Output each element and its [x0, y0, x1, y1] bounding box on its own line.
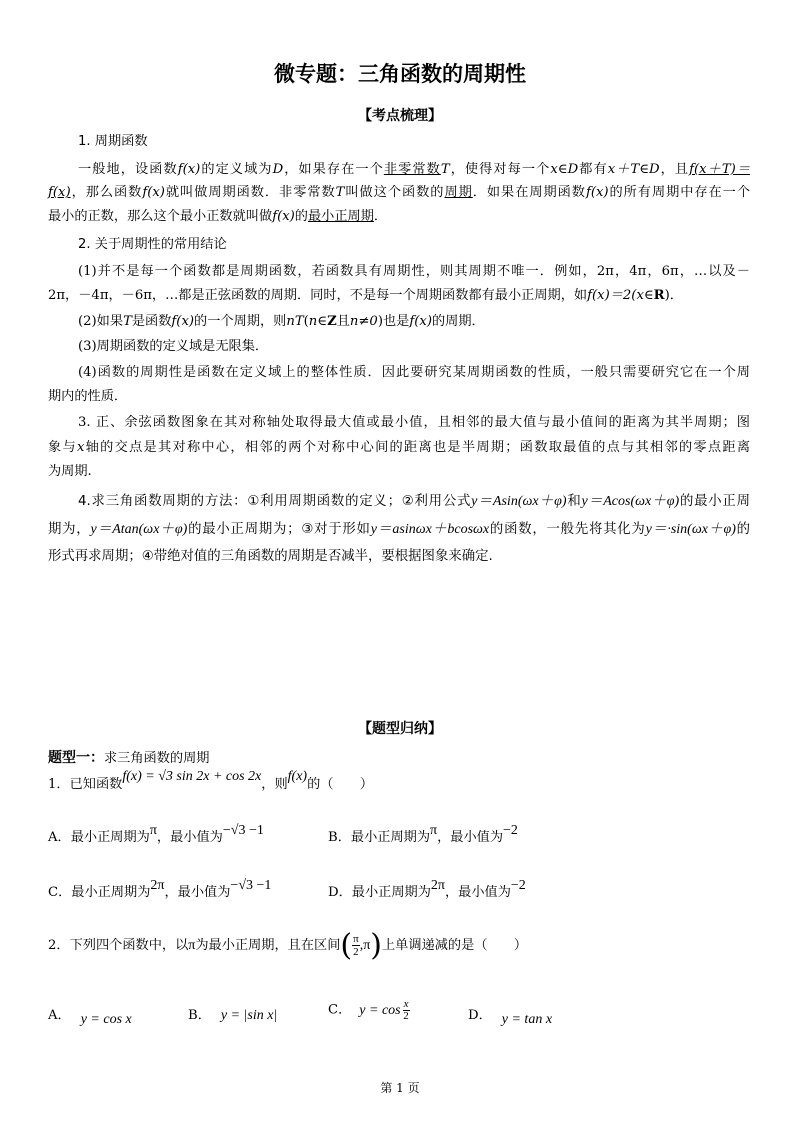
- conclusion-2: (2)如果T是函数f(x)的一个周期，则nT(n∈Z且n≠0)也是f(x)的周期．: [78, 314, 485, 329]
- question-1-option-d[interactable]: D．最小正周期为2π，最小值为−2: [328, 878, 526, 900]
- conclusion-1-line1: (1)并不是每一个函数都是周期函数，若函数具有周期性，则其周期不唯一．例如，2π，4π，6π，…以及－: [78, 264, 750, 279]
- question-type-1-heading: 题型一：求三角函数的周期: [48, 750, 210, 766]
- section-heading-review: 【考点梳理】: [358, 108, 442, 124]
- heading-periodic-function: 1. 周期函数: [78, 134, 148, 149]
- interval-open-paren: (: [340, 928, 353, 963]
- interval-fraction: $\frac{\pi}{2}$: [353, 933, 359, 958]
- question-2-option-c[interactable]: C． $y = \cos \frac{x}{2}$: [328, 998, 409, 1022]
- conclusion-4-line1: (4)函数的周期性是函数在定义域上的整体性质．因此要研究某周期函数的性质，一般只需要研究它在一个周: [78, 365, 750, 380]
- question-2-stem: 2．下列四个函数中，以π为最小正周期，且在区间( $\frac{\pi}{2}$ ,π)上单调递减的是（ ）: [48, 928, 528, 963]
- heading-common-conclusions: 2. 关于周期性的常用结论: [78, 237, 227, 252]
- question-1-option-a[interactable]: A．最小正周期为π，最小值为−√3 −1: [48, 823, 264, 845]
- point-3-line3: 为周期.: [48, 464, 92, 479]
- question-1-function: f(x) = √3 sin 2x + cos 2x: [122, 769, 262, 784]
- point-4-line2: 期为，y＝Atan(ωx＋φ)的最小正周期为；③对于形如y＝asinωx＋bcosωx的函数，一般先将其化为y＝·sin(ωx＋φ)的: [48, 522, 751, 537]
- paragraph-definition-line1: 一般地，设函数f(x)的定义域为D，如果存在一个非零常数T，使得对每一个x∈D都有x＋T∈D，且f(x＋T)＝: [78, 162, 751, 177]
- question-1-option-c[interactable]: C．最小正周期为2π，最小值为−√3 −1: [48, 878, 272, 900]
- question-1-stem: 1．已知函数f(x) = √3 sin 2x + cos 2x，则f(x)的（ ）: [48, 769, 374, 792]
- term-nonzero-constant: 非零常数: [383, 162, 441, 177]
- question-2-option-b[interactable]: B． y = |sin x|: [188, 1008, 278, 1023]
- conclusion-3: (3)周期函数的定义域是无限集．: [78, 339, 269, 354]
- section-heading-question-types: 【题型归纳】: [358, 721, 442, 737]
- term-min-period: 最小正周期: [307, 209, 374, 224]
- paragraph-definition-line2: f(x)，那么函数f(x)就叫做周期函数．非零常数T叫做这个函数的周期．如果在周期函数f(x)的所有周期中存在一个: [48, 185, 751, 200]
- point-4-line1: 4.求三角函数周期的方法：①利用周期函数的定义；②利用公式y＝Asin(ωx＋φ)和y＝Acos(ωx＋φ)的最小正周: [78, 494, 750, 509]
- option-c-fraction: $\frac{x}{2}$: [403, 998, 409, 1022]
- conclusion-1-line2: 2π，－4π，－6π，…都是正弦函数的周期．同时，不是每一个周期函数都有最小正周期，如f(x)＝2(x∈R)．: [48, 288, 683, 303]
- term-period: 周期: [444, 185, 473, 200]
- question-2-option-a[interactable]: A． y = cos x: [48, 1008, 132, 1027]
- page-number: 第 1 页: [380, 1081, 420, 1095]
- paragraph-definition-line3: 最小的正数，那么这个最小正数就叫做f(x)的最小正周期．: [48, 209, 388, 224]
- question-1-option-b[interactable]: B．最小正周期为π，最小值为−2: [328, 823, 518, 845]
- interval-close-paren: ): [370, 928, 382, 963]
- point-3-line2: 象与x轴的交点是其对称中心，相邻的两个对称中心间的距离也是半周期；函数取最值的点与其相邻的零点距离: [48, 440, 751, 455]
- page-title: 微专题：三角函数的周期性: [274, 62, 526, 86]
- point-4-line3: 形式再求周期；④带绝对值的三角函数的周期是否减半，要根据图象来确定.: [48, 549, 493, 564]
- conclusion-4-line2: 期内的性质．: [48, 389, 128, 404]
- question-2-option-d[interactable]: D． y = tan x: [468, 1008, 553, 1027]
- point-3-line1: 3. 正、余弦函数图象在其对称轴处取得最大值或最小值，且相邻的最大值与最小值间的距离为其半周期；图: [78, 415, 750, 430]
